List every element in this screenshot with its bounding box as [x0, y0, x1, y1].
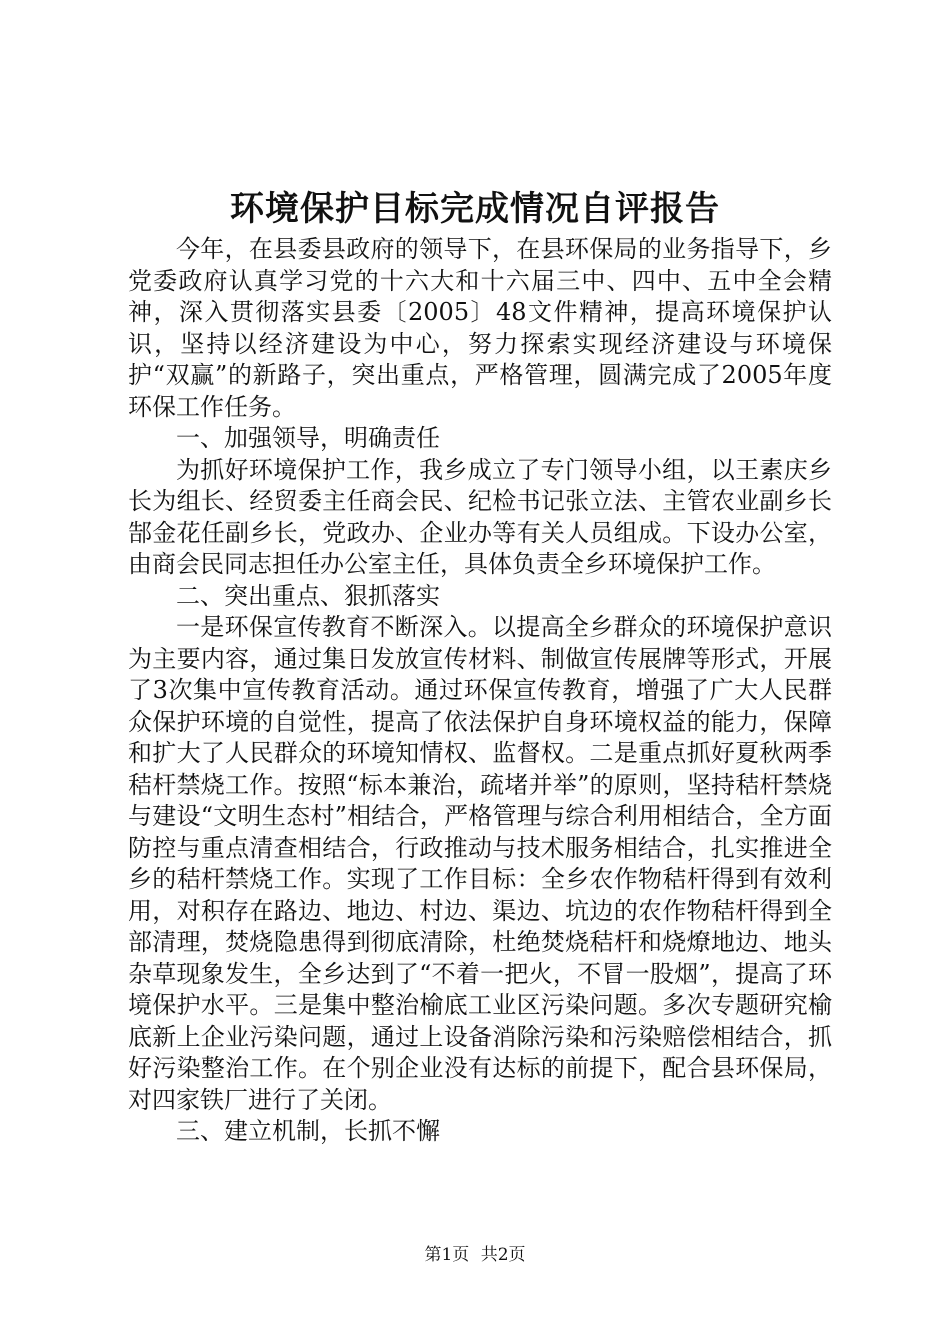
- intro-paragraph: 今年，在县委县政府的领导下，在县环保局的业务指导下，乡党委政府认真学习党的十六大和十六届三中、四中、五中全会精神，深入贯彻落实县委〔2005〕48文件精神，提高环境保护认识，坚持以经济建设为中心，努力探索实现经济建设与环境保护“双赢”的新路子，突出重点，严格管理，圆满完成了2005年度环保工作任务。: [128, 235, 832, 421]
- section-heading-2: 二、突出重点、狠抓落实: [176, 581, 440, 610]
- page-number: 第1页: [424, 1245, 470, 1265]
- document-body: [128, 234, 832, 1148]
- document-title: 环境保护目标完成情况自评报告: [230, 189, 720, 229]
- page-footer: [0, 1243, 950, 1267]
- page-total: 共2页: [480, 1245, 526, 1265]
- section-1-paragraph: 为抓好环境保护工作，我乡成立了专门领导小组，以王素庆乡长为组长、经贸委主任商会民、纪检书记张立法、主管农业副乡长郜金花任副乡长，党政办、企业办等有关人员组成。下设办公室，由商会民同志担任办公室主任，具体负责全乡环境保护工作。: [128, 455, 832, 578]
- section-heading-3: 三、建立机制，长抓不懈: [176, 1117, 440, 1145]
- section-2-paragraph: 一是环保宣传教育不断深入。以提高全乡群众的环境保护意识为主要内容，通过集日发放宣传材料、制做宣传展牌等形式，开展了3次集中宣传教育活动。通过环保宣传教育，增强了广大人民群众保护环境的自觉性，提高了依法保护自身环境权益的能力，保障和扩大了人民群众的环境知情权、监督权。二是重点抓好夏秋两季秸杆禁烧工作。按照“标本兼治，疏堵并举”的原则，坚持秸杆禁烧与建设“文明生态村”相结合，严格管理与综合利用相结合，全方面防控与重点清查相结合，行政推动与技术服务相结合，扎实推进全乡的秸杆禁烧工作。实现了工作目标：全乡农作物秸杆得到有效利用，对积存在路边、地边、村边、渠边、坑边的农作物秸杆得到全部清理，焚烧隐患得到彻底清除，杜绝焚烧秸杆和烧燎地边、地头杂草现象发生，全乡达到了“不着一把火，不冒一股烟”，提高了环境保护水平。三是集中整治榆底工业区污染问题。多次专题研究榆底新上企业污染问题，通过上设备消除污染和污染赔偿相结合，抓好污染整治工作。在个别企业没有达标的前提下，配合县环保局，对四家铁厂进行了关闭。: [128, 613, 832, 1114]
- section-heading-1: 一、加强领导，明确责任: [176, 424, 440, 452]
